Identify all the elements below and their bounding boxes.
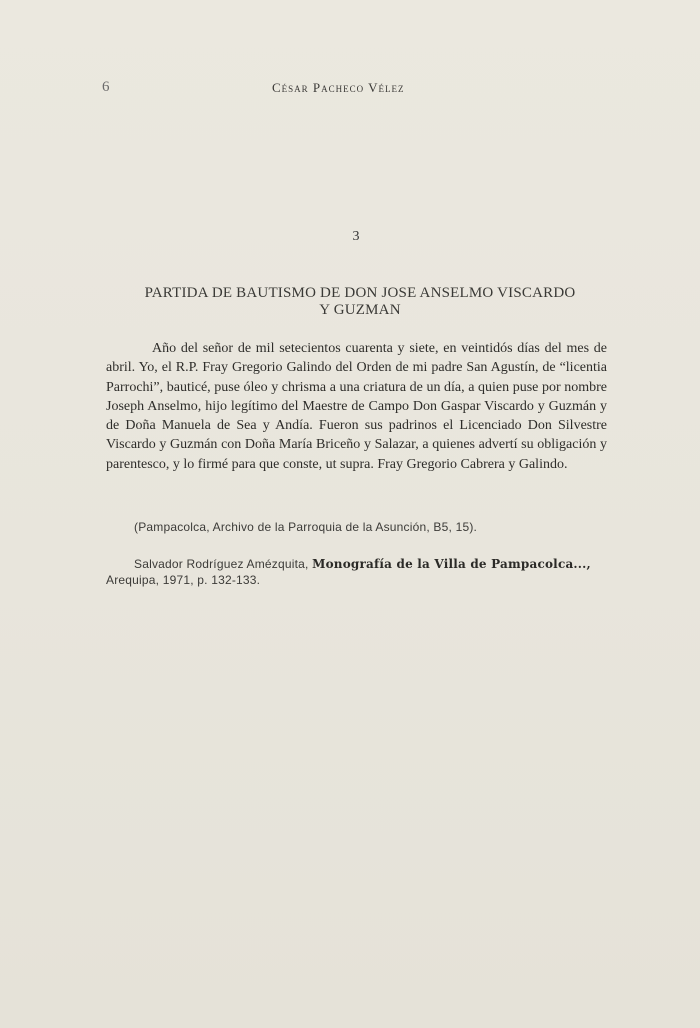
- archive-citation: (Pampacolca, Archivo de la Parroquia de la Asunción, B5, 15).: [134, 520, 478, 534]
- reference-work-title: Monografía de la Villa de Pampacolca...,: [312, 557, 591, 571]
- document-title-line-2: Y GUZMAN: [319, 302, 401, 318]
- paragraph-text: Año del señor de mil setecientos cuarenta y siete, en veintidós días del mes de abril. Yo, el R.P. Fray Gregorio Galindo del Orden de mi padre San Agustín, de “licentia Parrochi”, bauticé, puse óleo y chrisma a una criatura de un día, a quien puse por nombre Joseph Anselmo, hijo legítimo del Maestre de Campo Don Gaspar Viscardo y Guzmán y de Doña Manuela de Sea y Andía. Fueron sus padrinos el Licenciado Don Silvestre Viscardo y Guzmán con Doña María Briceño y Salazar, a quienes advertí su obligación y parentesco, y lo firmé para que conste, ut supra. Fray Gregorio Cabrera y Galindo.: [106, 341, 607, 472]
- section-number: 3: [352, 229, 360, 244]
- reference-author: Salvador Rodríguez Amézquita,: [134, 557, 309, 571]
- running-header: [0, 79, 700, 97]
- reference-line-1: [106, 556, 616, 572]
- document-title: [110, 285, 610, 319]
- page-number: 6: [102, 79, 110, 95]
- baptism-record-paragraph: [106, 339, 607, 474]
- running-title-author: César Pacheco Vélez: [272, 80, 405, 95]
- reference-publication: Arequipa, 1971, p. 132-133.: [106, 573, 261, 587]
- document-title-line-1: PARTIDA DE BAUTISMO DE DON JOSE ANSELMO VISCARDO: [144, 285, 576, 301]
- bibliographic-reference: [106, 556, 616, 588]
